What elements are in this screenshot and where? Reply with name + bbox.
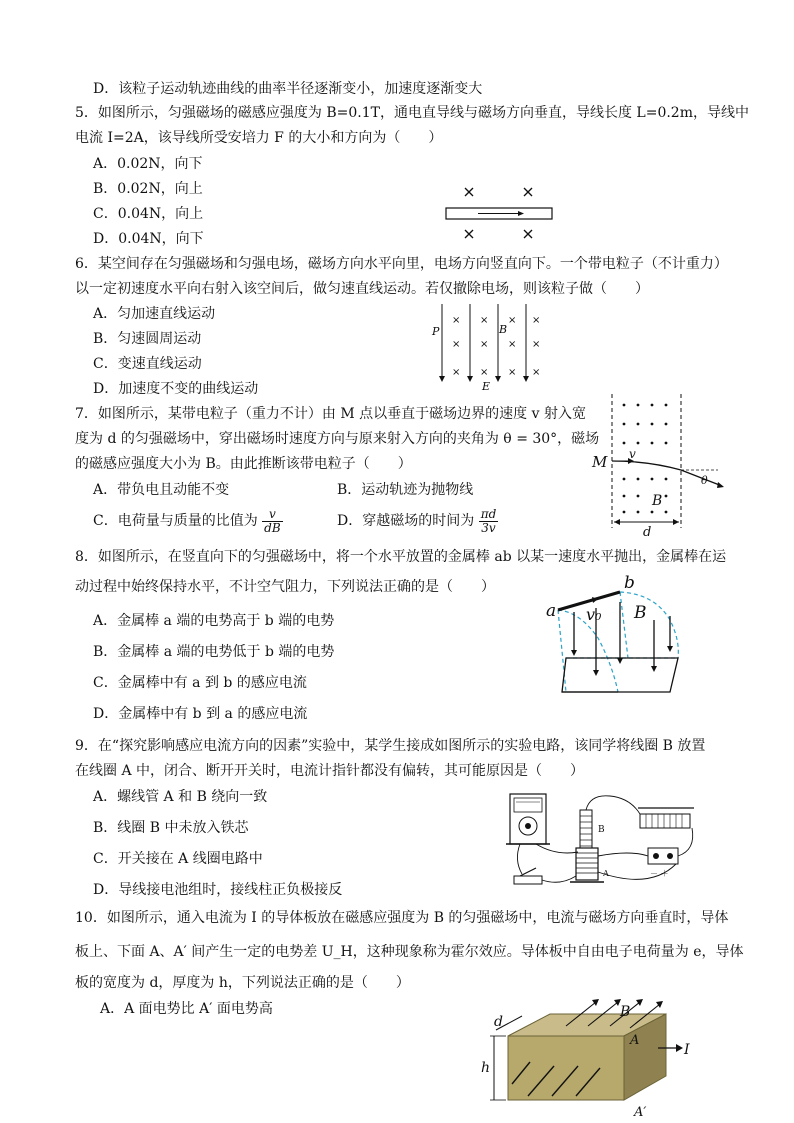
q10-stem-line2: [75, 943, 744, 961]
label-i: I: [684, 1042, 690, 1058]
q5-option-d[interactable]: D．0.04N，向下: [93, 231, 204, 247]
rheostat: [640, 814, 690, 828]
svg-text:×: ×: [508, 315, 517, 326]
q5-option-a[interactable]: A．0.02N，向下: [93, 156, 203, 172]
q7-option-a[interactable]: A．带负电且动能不变: [93, 482, 230, 498]
q6-option-c[interactable]: C．变速直线运动: [93, 356, 202, 372]
label-d: d: [494, 1014, 503, 1030]
label-b: B: [652, 493, 663, 509]
label-a: a: [546, 601, 557, 621]
label-coil-a: A: [603, 869, 609, 878]
q10-stem-line2-text: 板上、下面 A、A′ 间产生一定的电势差 U_H，这种现象称为霍尔效应。导体板中自由电子电荷量为 e，导体: [75, 944, 744, 960]
label-b: b: [624, 573, 635, 593]
q6-option-b[interactable]: B．匀速圆周运动: [93, 331, 202, 347]
label-h: h: [481, 1060, 491, 1076]
q7-option-d-fraction: [479, 508, 499, 535]
svg-text:×: ×: [480, 339, 489, 350]
q6-option-d[interactable]: D．加速度不变的曲线运动: [93, 381, 259, 397]
q9-option-c[interactable]: C．开关接在 A 线圈电路中: [93, 851, 263, 867]
label-e: E: [482, 380, 491, 393]
q10-option-a[interactable]: A．A 面电势比 A′ 面电势高: [100, 1001, 273, 1017]
q7-stem-line3: 的磁感应强度大小为 B。由此推断该带电粒子（ ）: [75, 456, 412, 472]
q9-stem-line2: 在线圈 A 中，闭合、断开开关时，电流计指针都没有偏转，其可能原因是（ ）: [75, 763, 585, 779]
label-m: M: [592, 453, 608, 471]
q6-stem-line2: 以一定初速度水平向右射入该空间后，做匀速直线运动。若仅撤除电场，则该粒子做（ ）: [75, 281, 649, 297]
label-d: d: [643, 525, 652, 540]
q7-option-d-text: D．穿越磁场的时间为: [337, 513, 475, 529]
label-theta: θ: [701, 474, 708, 487]
q6-stem-line1: 6．某空间存在匀强磁场和匀强电场，磁场方向水平向里，电场方向竖直向下。一个带电粒子（不计重力）: [75, 256, 728, 272]
q7-stem-line2: 度为 d 的匀强磁场中，穿出磁场时速度方向与原来射入方向的夹角为 θ = 30°，磁场: [75, 431, 600, 447]
q4-option-d: D．该粒子运动轨迹曲线的曲率半径逐渐变小，加速度逐渐变大: [93, 81, 483, 97]
svg-text:×: ×: [532, 367, 541, 378]
svg-text:×: ×: [508, 367, 517, 378]
q7-stem-line1: 7．如图所示，某带电粒子（重力不计）由 M 点以垂直于磁场边界的速度 v 射入宽: [75, 406, 586, 422]
svg-text:×: ×: [452, 315, 461, 326]
q10-figure: [470, 996, 710, 1120]
q5-figure: [440, 183, 560, 243]
label-coil-b: B: [598, 825, 605, 835]
label-p: P: [432, 325, 440, 338]
q8-stem-line2: 动过程中始终保持水平，不计空气阻力，下列说法正确的是（ ）: [75, 579, 495, 595]
label-v: v: [629, 447, 636, 461]
q7-option-d-numerator: πd: [480, 506, 497, 521]
q9-figure: [500, 790, 700, 894]
label-v0: v₀: [586, 605, 602, 624]
q10-stem-line1: 10．如图所示，通入电流为 I 的导体板放在磁感应强度为 B 的匀强磁场中，电流与磁场方向垂直时，导体: [75, 910, 729, 926]
q5-option-c[interactable]: C．0.04N，向上: [93, 206, 204, 222]
label-a-prime: A′: [634, 1105, 647, 1120]
q7-option-c-numerator: v: [262, 508, 283, 522]
q7-option-c-fraction: [262, 508, 283, 535]
q5-stem-line2: 电流 I=2A，该导线所受安培力 F 的大小和方向为（ ）: [75, 130, 443, 146]
q8-option-b[interactable]: B．金属棒 a 端的电势低于 b 端的电势: [93, 644, 335, 660]
label-field-b: B: [634, 603, 647, 623]
svg-text:×: ×: [508, 339, 517, 350]
svg-text:×: ×: [452, 367, 461, 378]
q8-stem-line1: 8．如图所示，在竖直向下的匀强磁场中，将一个水平放置的金属棒 ab 以某一速度水平抛出，金属棒在运: [75, 549, 727, 565]
q7-option-b[interactable]: B．运动轨迹为抛物线: [337, 482, 474, 498]
q9-option-d[interactable]: D．导线接电池组时，接线柱正负极接反: [93, 882, 343, 898]
switch: [514, 876, 542, 884]
q7-figure: [588, 392, 728, 540]
svg-text:×: ×: [452, 339, 461, 350]
label-b: B: [620, 1004, 631, 1020]
q8-option-d[interactable]: D．金属棒中有 b 到 a 的感应电流: [93, 706, 308, 722]
q6-figure: [428, 302, 553, 394]
q9-stem-line1: 9．在“探究影响感应电流方向的因素”实验中，某学生接成如图所示的实验电路，该同学将线圈 B 放置: [75, 738, 706, 754]
q7-option-c-text: C．电荷量与质量的比值为: [93, 513, 258, 529]
q7-option-d-denominator: 3v: [481, 520, 496, 535]
q6-option-a[interactable]: A．匀加速直线运动: [93, 306, 216, 322]
label-a: A: [630, 1033, 640, 1048]
q9-option-b[interactable]: B．线圈 B 中未放入铁芯: [93, 820, 249, 836]
svg-text:×: ×: [480, 367, 489, 378]
q8-option-c[interactable]: C．金属棒中有 a 到 b 的感应电流: [93, 675, 307, 691]
q7-option-c[interactable]: [93, 506, 283, 536]
svg-text:×: ×: [532, 339, 541, 350]
svg-text:×: ×: [532, 315, 541, 326]
label-b: B: [499, 323, 508, 336]
battery: [648, 848, 678, 864]
q7-option-d[interactable]: [337, 506, 498, 536]
svg-text:×: ×: [480, 315, 489, 326]
label-battery-polarity: － ＋: [650, 869, 669, 878]
q8-option-a[interactable]: A．金属棒 a 端的电势高于 b 端的电势: [93, 613, 335, 629]
q9-option-a[interactable]: A．螺线管 A 和 B 绕向一致: [93, 789, 268, 805]
q5-stem-line1: 5．如图所示，匀强磁场的磁感应强度为 B=0.1T，通电直导线与磁场方向垂直，导线长度 L=0.2m，导线中: [75, 105, 749, 121]
q8-figure: [540, 572, 720, 700]
q10-stem-line3: 板的宽度为 d，厚度为 h，下列说法正确的是（ ）: [75, 975, 410, 991]
q7-option-c-denominator: dB: [264, 520, 281, 535]
q5-option-b[interactable]: B．0.02N，向上: [93, 181, 203, 197]
